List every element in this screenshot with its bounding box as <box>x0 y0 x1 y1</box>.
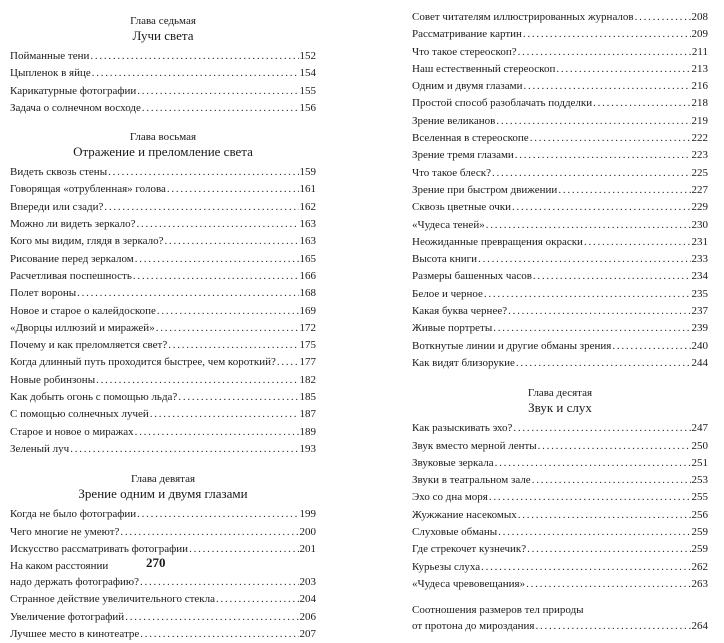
entry-page: 223 <box>691 149 708 162</box>
entry-title: Рассматривание картин <box>412 28 522 41</box>
dot-leader <box>489 489 691 506</box>
entry-page: 206 <box>299 610 316 623</box>
dot-leader <box>523 26 691 43</box>
entry-page: 155 <box>299 84 316 97</box>
entry-page: 162 <box>299 200 316 213</box>
dot-leader <box>142 100 299 117</box>
dot-leader <box>120 524 298 541</box>
entry-title: Совет читателям иллюстрированных журналов <box>412 11 634 23</box>
toc-entry <box>412 286 708 303</box>
chapter-label-7: Глава седьмая <box>130 15 196 27</box>
entry-title: Высота книги <box>412 253 478 266</box>
entry-title: Воткнутые линии и другие обманы зрения <box>412 339 612 352</box>
entry-page: 255 <box>691 491 708 504</box>
dot-leader <box>518 44 691 61</box>
right-column <box>412 0 708 636</box>
entry-page: 193 <box>299 442 316 455</box>
entry-page: 216 <box>691 80 708 93</box>
toc-entry <box>10 591 316 608</box>
toc-entry <box>412 26 708 43</box>
toc-entry <box>10 406 316 423</box>
toc-entry <box>10 506 316 523</box>
chapter-label-10: Глава десятая <box>527 387 593 400</box>
dot-leader <box>492 165 690 182</box>
entry-title: Как добыть огонь с помощью льда? <box>10 391 178 404</box>
entry-title: Рисование перед зеркалом <box>10 252 134 265</box>
entry-page: 189 <box>299 425 316 438</box>
toc-entry <box>10 48 316 65</box>
toc-entry <box>412 303 708 320</box>
entry-title: Эхо со дна моря <box>412 491 488 504</box>
toc-entry <box>412 217 708 234</box>
toc-entry <box>412 44 708 61</box>
entry-title: Что такое блеск? <box>412 166 492 179</box>
entry-title: Какая буква чернее? <box>412 305 508 318</box>
dot-leader <box>536 618 691 635</box>
entry-title: Жужжание насекомых <box>412 508 517 521</box>
entry-page: 237 <box>691 305 708 318</box>
entry-page: 263 <box>691 577 708 590</box>
dot-leader <box>135 251 299 268</box>
toc-final-entry <box>412 602 708 635</box>
entry-page: 229 <box>691 201 708 214</box>
entry-title: С помощью солнечных лучей <box>10 408 149 421</box>
entry-page: 165 <box>299 252 316 265</box>
dot-leader <box>178 389 298 406</box>
dot-leader <box>70 441 298 458</box>
toc-list-10 <box>412 420 708 593</box>
entry-title: Одним и двумя глазами <box>412 80 523 93</box>
entry-page: 201 <box>299 542 316 555</box>
dot-leader <box>538 438 691 455</box>
dot-leader <box>515 147 691 164</box>
entry-page: 251 <box>691 456 708 469</box>
toc-entry <box>412 234 708 251</box>
entry-page: 172 <box>299 321 316 334</box>
entry-title: Простой способ разоблачать подделки <box>412 97 593 110</box>
entry-page: 244 <box>691 356 708 369</box>
entry-title: Лучшее место в кинотеатре <box>10 628 140 641</box>
entry-page: 168 <box>299 287 316 300</box>
dot-leader <box>532 472 691 489</box>
toc-list-9-continued <box>412 9 708 372</box>
entry-title: Как разыскивать эхо? <box>412 422 513 435</box>
dot-leader <box>518 507 691 524</box>
entry-page: 163 <box>299 235 316 248</box>
dot-leader <box>150 406 299 423</box>
dot-leader <box>92 65 299 82</box>
dot-leader <box>277 354 299 371</box>
dot-leader <box>77 285 298 302</box>
entry-title: Впереди или сзади? <box>10 200 104 213</box>
chapter-label-8: Глава восьмая <box>129 131 197 144</box>
entry-title: Неожиданные превращения окраски <box>412 235 583 248</box>
entry-page: 159 <box>299 166 316 179</box>
chapter-title-7: Лучи света <box>132 28 194 43</box>
entry-title: Кого мы видим, глядя в зеркало? <box>10 235 164 248</box>
toc-entry <box>412 455 708 472</box>
entry-page: 264 <box>691 620 708 633</box>
entry-page: 152 <box>299 50 316 62</box>
entry-page: 187 <box>299 408 316 421</box>
dot-leader <box>593 95 690 112</box>
toc-entry <box>10 233 316 250</box>
dot-leader <box>90 48 298 65</box>
dot-leader <box>498 524 690 541</box>
dot-leader <box>584 234 691 251</box>
dot-leader <box>108 164 298 181</box>
toc-entry <box>10 354 316 371</box>
chapter-label-9: Глава девятая <box>130 473 196 486</box>
toc-entry <box>10 268 316 285</box>
toc-entry <box>412 338 708 355</box>
entry-title: Как видят близорукие <box>412 356 515 369</box>
entry-title: Белое и черное <box>412 287 483 300</box>
entry-title: «Дворцы иллюзий и миражей» <box>10 321 155 334</box>
toc-entry <box>412 524 708 541</box>
entry-page: 235 <box>691 287 708 300</box>
entry-page: 219 <box>691 114 708 127</box>
toc-entry <box>412 489 708 506</box>
dot-leader <box>140 626 298 643</box>
toc-entry <box>10 389 316 406</box>
chapter-title-10: Звук и слух <box>528 400 592 416</box>
entry-page: 231 <box>691 235 708 248</box>
entry-page: 177 <box>299 356 316 369</box>
toc-entry <box>412 268 708 285</box>
entry-page: 161 <box>299 183 316 196</box>
dot-leader <box>495 455 691 472</box>
entry-page: 156 <box>299 101 316 114</box>
entry-title: Живые портреты <box>412 322 493 335</box>
entry-title: Зеленый луч <box>10 442 70 455</box>
entry-title: Сквозь цветные очки <box>412 201 512 214</box>
toc-entry <box>412 559 708 576</box>
toc-entry-multiline <box>412 602 708 635</box>
entry-title: Карикатурные фотографии <box>10 84 137 97</box>
entry-page: 218 <box>691 97 708 110</box>
chapter-title-9: Зрение одним и двумя глазами <box>78 486 248 502</box>
dot-leader <box>189 541 298 558</box>
toc-entry <box>412 541 708 558</box>
entry-title: Звуки в театральном зале <box>412 474 531 487</box>
chapter-title-8: Отражение и преломление света <box>73 144 253 160</box>
dot-leader <box>527 541 690 558</box>
entry-title: Можно ли видеть зеркало? <box>10 218 136 231</box>
dot-leader <box>516 355 691 372</box>
dot-leader <box>486 217 691 234</box>
entry-title: Пойманные тени <box>10 50 90 62</box>
entry-title: Зрение великанов <box>412 114 496 127</box>
toc-entry <box>412 78 708 95</box>
entry-title: Почему и как преломляется свет? <box>10 339 168 352</box>
entry-page: 225 <box>691 166 708 179</box>
dot-leader <box>104 199 298 216</box>
toc-entry <box>10 251 316 268</box>
entry-title: Зрение при быстром движении <box>412 183 558 196</box>
entry-title: Наш естественный стереоскоп <box>412 62 556 75</box>
dot-leader <box>137 216 299 233</box>
dot-leader <box>530 130 691 147</box>
dot-leader <box>484 286 691 303</box>
entry-page: 182 <box>299 373 316 386</box>
entry-title: Курьезы слуха <box>412 560 481 573</box>
entry-title: «Чудеса теней» <box>412 218 485 231</box>
dot-leader <box>523 78 690 95</box>
left-column <box>10 0 316 643</box>
dot-leader <box>168 337 298 354</box>
entry-page: 256 <box>691 508 708 521</box>
entry-title: от протона до мироздания <box>412 620 535 633</box>
toc-list-9 <box>10 506 316 643</box>
entry-page: 211 <box>691 45 708 58</box>
toc-entry <box>10 199 316 216</box>
dot-leader <box>493 320 690 337</box>
toc-entry <box>412 147 708 164</box>
entry-page: 222 <box>691 132 708 145</box>
entry-page: 185 <box>299 391 316 404</box>
entry-page: 262 <box>691 560 708 573</box>
entry-title: надо держать фотографию? <box>10 576 140 589</box>
dot-leader <box>556 61 690 78</box>
dot-leader <box>635 9 691 26</box>
toc-entry <box>412 355 708 372</box>
entry-page: 175 <box>299 339 316 352</box>
toc-entry <box>412 61 708 78</box>
entry-page: 230 <box>691 218 708 231</box>
entry-title: Полет вороны <box>10 287 77 300</box>
toc-entry <box>412 472 708 489</box>
entry-title: Цыпленок в яйце <box>10 67 91 80</box>
entry-title: Новые робинзоны <box>10 373 96 386</box>
entry-title: Звуковые зеркала <box>412 456 494 469</box>
toc-entry <box>10 626 316 643</box>
toc-entry <box>412 165 708 182</box>
toc-entry <box>412 576 708 593</box>
entry-title: Что такое стереоскоп? <box>412 45 517 58</box>
toc-entry <box>412 420 708 437</box>
entry-title: Видеть сквозь стены <box>10 166 108 179</box>
dot-leader <box>512 199 690 216</box>
entry-title: Где стрекочет кузнечик? <box>412 543 527 556</box>
toc-entry <box>10 100 316 117</box>
toc-entry <box>10 65 316 82</box>
dot-leader <box>216 591 299 608</box>
dot-leader <box>558 182 690 199</box>
entry-title: Новое и старое о калейдоскопе <box>10 304 156 317</box>
entry-title: Вселенная в стереоскопе <box>412 132 529 145</box>
entry-page: 163 <box>299 218 316 231</box>
dot-leader <box>165 233 299 250</box>
entry-title: Когда не было фотографии <box>10 508 137 521</box>
toc-list-8 <box>10 164 316 458</box>
dot-leader <box>508 303 690 320</box>
toc-entry <box>412 251 708 268</box>
toc-list-7 <box>10 48 316 117</box>
toc-entry <box>412 113 708 130</box>
entry-page: 154 <box>299 67 316 80</box>
dot-leader <box>513 420 690 437</box>
toc-entry <box>10 574 316 591</box>
dot-leader <box>96 372 298 389</box>
entry-title-line1: Соотношения размеров тел природы <box>412 604 584 617</box>
toc-entry <box>10 524 316 541</box>
toc-entry <box>10 285 316 302</box>
toc-entry <box>10 424 316 441</box>
entry-page: 200 <box>299 525 316 538</box>
entry-title: Старое и новое о миражах <box>10 425 134 438</box>
entry-page: 207 <box>299 628 316 641</box>
entry-title: Когда длинный путь проходится быстрее, чем короткий? <box>10 356 276 369</box>
entry-title: Расчетливая поспешность <box>10 269 132 282</box>
entry-page: 213 <box>691 62 708 75</box>
entry-title: «Чудеса чревовещания» <box>412 577 526 590</box>
entry-title: Размеры башенных часов <box>412 270 532 283</box>
entry-page: 209 <box>691 28 708 41</box>
entry-page: 253 <box>691 474 708 487</box>
dot-leader <box>133 268 299 285</box>
dot-leader <box>612 338 690 355</box>
dot-leader <box>496 113 690 130</box>
entry-title-line1: На каком расстоянии <box>10 560 109 573</box>
dot-leader <box>526 576 690 593</box>
entry-page: 234 <box>691 270 708 283</box>
toc-entry <box>412 199 708 216</box>
dot-leader <box>481 559 690 576</box>
entry-title: Задача о солнечном восходе <box>10 101 141 114</box>
toc-entry <box>10 609 316 626</box>
toc-entry <box>412 9 708 26</box>
entry-page: 239 <box>691 322 708 335</box>
entry-title: Говорящая «отрубленная» голова <box>10 183 166 196</box>
toc-entry <box>412 618 708 635</box>
toc-entry <box>10 337 316 354</box>
toc-entry <box>10 320 316 337</box>
entry-title: Странное действие увеличительного стекла <box>10 593 215 606</box>
entry-page: 169 <box>299 304 316 317</box>
entry-page: 204 <box>299 593 316 606</box>
dot-leader <box>135 424 299 441</box>
entry-page: 250 <box>691 439 708 452</box>
toc-entry <box>10 441 316 458</box>
entry-title: Зрение тремя глазами <box>412 149 514 162</box>
toc-entry <box>412 130 708 147</box>
dot-leader <box>137 506 298 523</box>
toc-entry <box>412 182 708 199</box>
entry-title: Слуховые обманы <box>412 526 498 539</box>
toc-entry <box>10 372 316 389</box>
toc-entry <box>412 95 708 112</box>
toc-entry <box>10 216 316 233</box>
entry-page: 208 <box>691 11 708 23</box>
entry-page: 259 <box>691 543 708 556</box>
entry-page: 166 <box>299 269 316 282</box>
entry-page: 227 <box>691 183 708 196</box>
page-number: 270 <box>146 555 166 570</box>
entry-page: 247 <box>691 422 708 435</box>
entry-page: 233 <box>691 253 708 266</box>
toc-entry <box>412 438 708 455</box>
toc-entry <box>10 83 316 100</box>
entry-title: Искусство рассматривать фотографии <box>10 542 189 555</box>
toc-entry <box>10 181 316 198</box>
toc-entry <box>412 507 708 524</box>
entry-title: Звук вместо мерной ленты <box>412 439 537 452</box>
dot-leader <box>140 574 298 591</box>
toc-entry <box>10 164 316 181</box>
toc-entry <box>10 303 316 320</box>
dot-leader <box>137 83 298 100</box>
dot-leader <box>478 251 690 268</box>
dot-leader <box>167 181 299 198</box>
entry-page: 259 <box>691 526 708 539</box>
entry-page: 240 <box>691 339 708 352</box>
dot-leader <box>125 609 298 626</box>
entry-page: 203 <box>299 576 316 589</box>
entry-title: Чего многие не умеют? <box>10 525 120 538</box>
dot-leader <box>156 320 299 337</box>
entry-page: 199 <box>299 508 316 521</box>
entry-title: Увеличение фотографий <box>10 610 125 623</box>
dot-leader <box>157 303 299 320</box>
toc-entry <box>412 320 708 337</box>
dot-leader <box>533 268 691 285</box>
